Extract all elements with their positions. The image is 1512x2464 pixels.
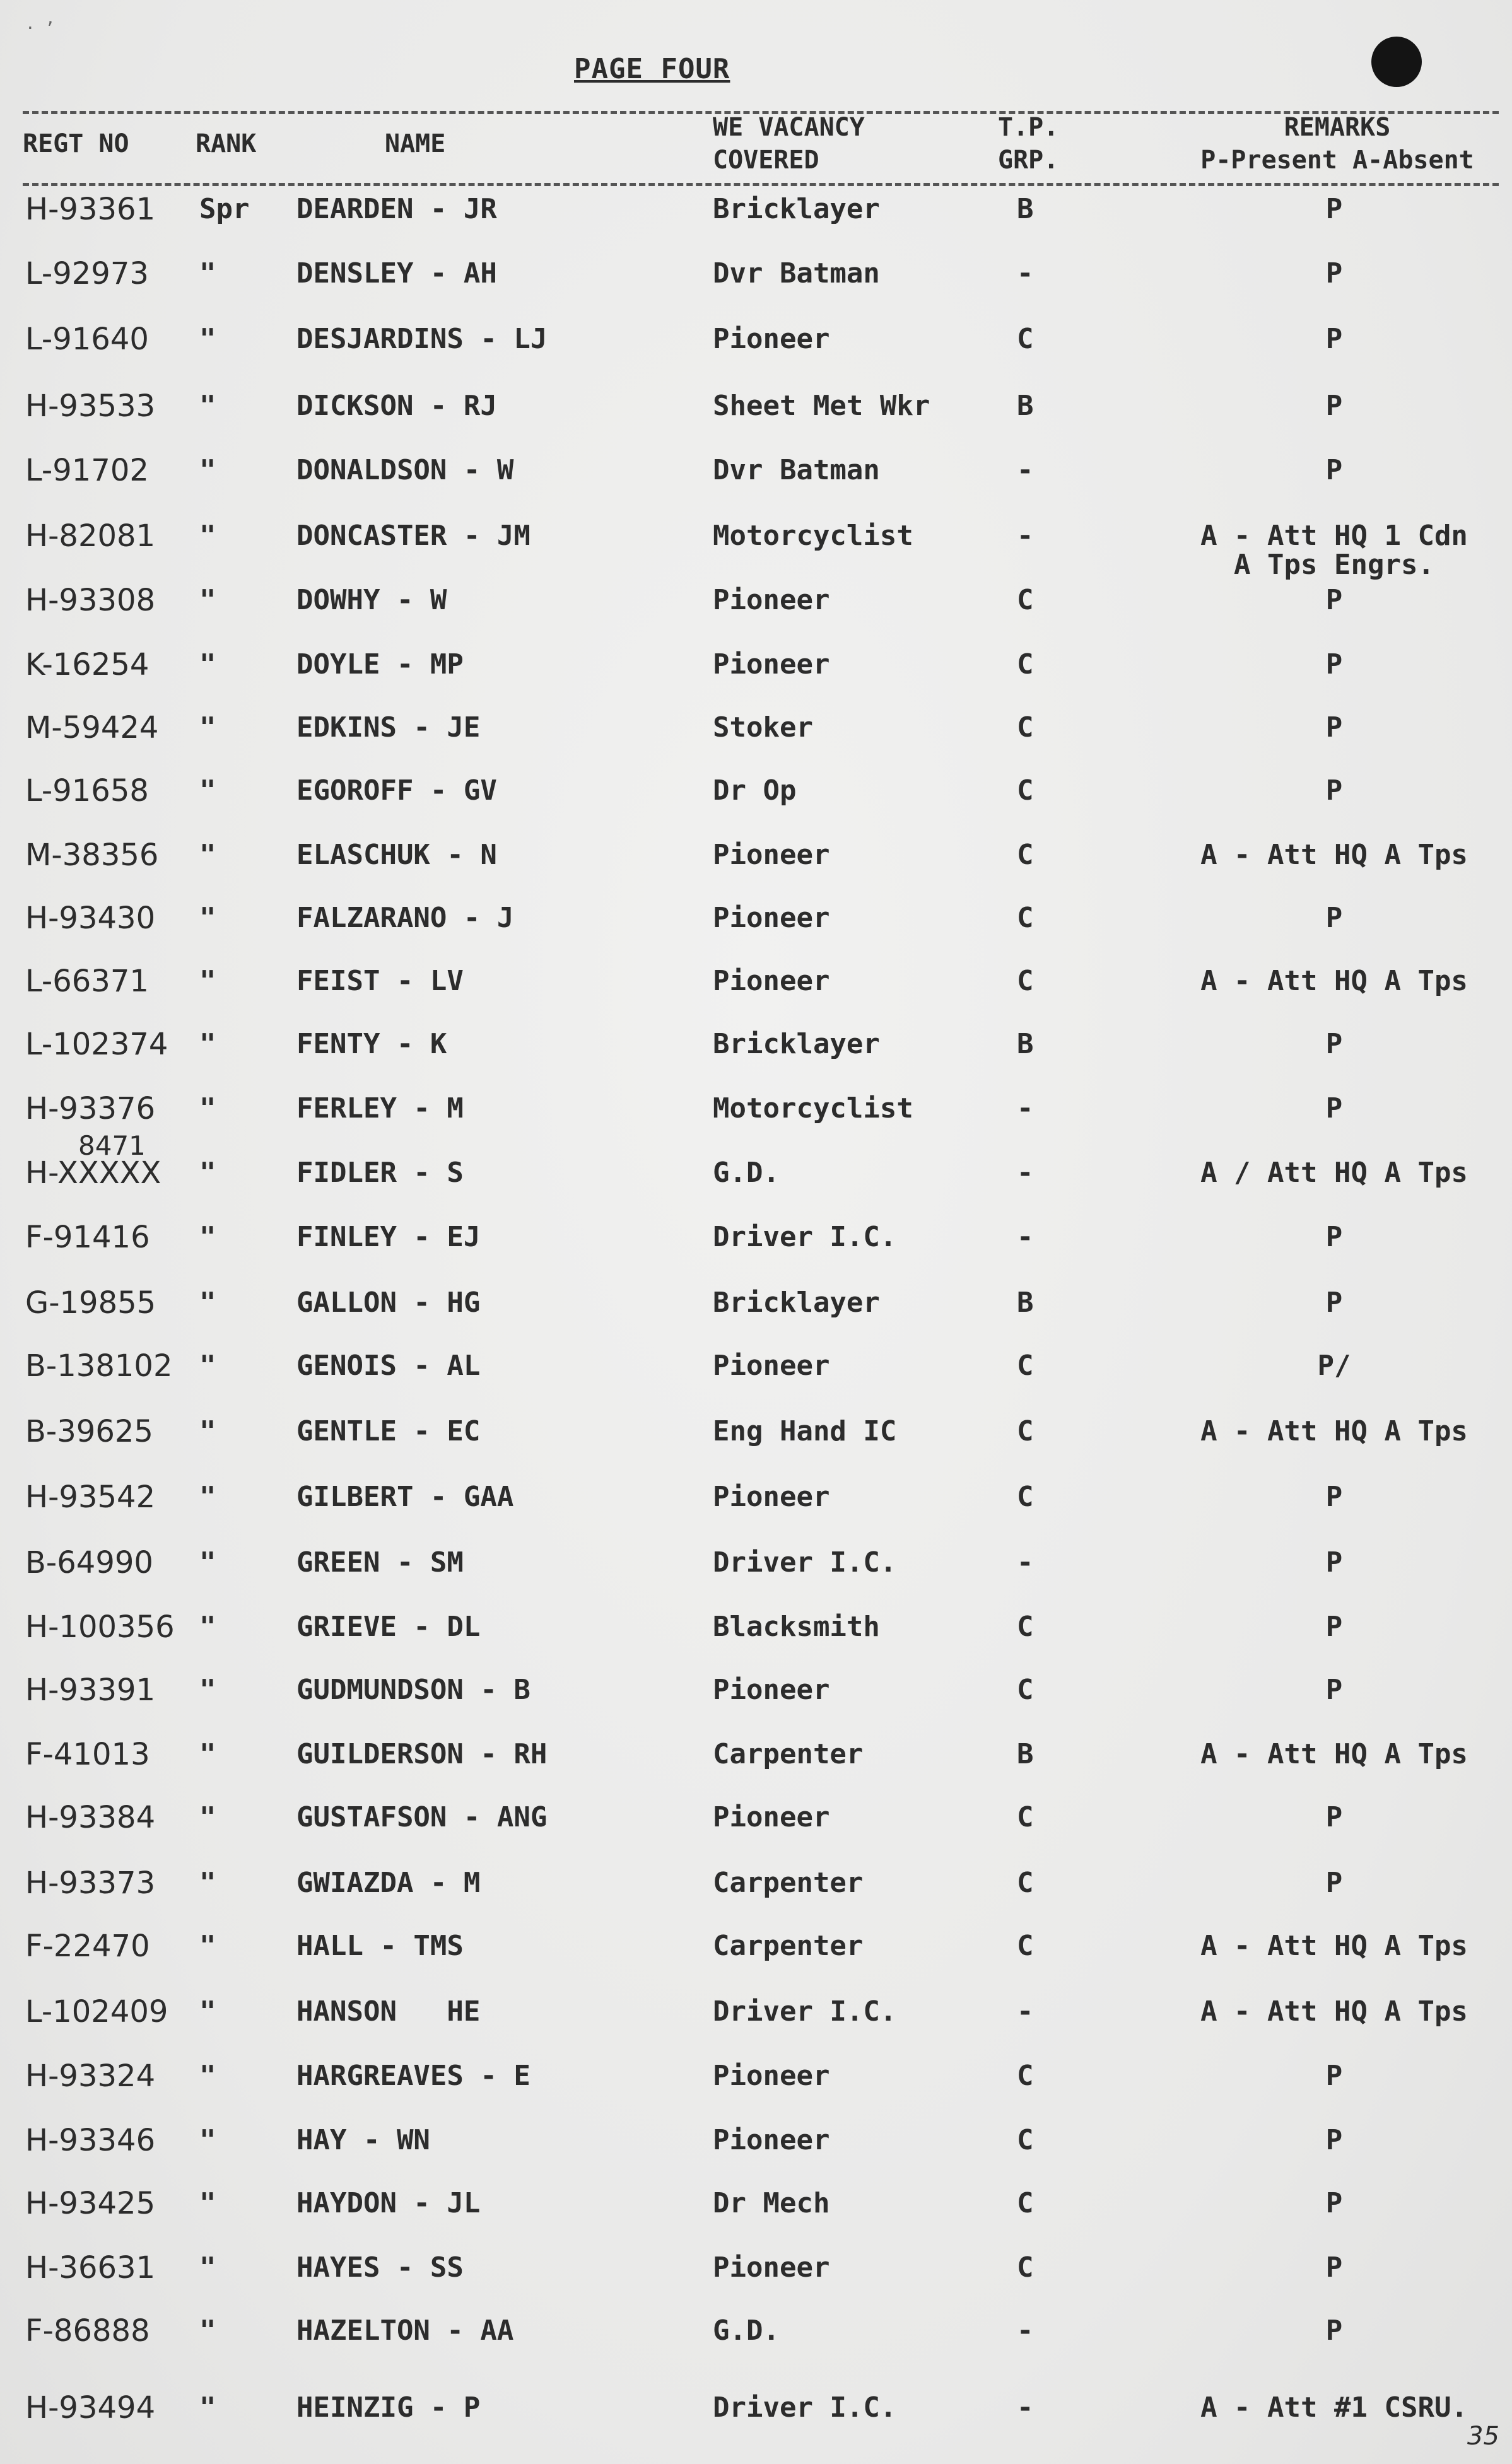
remarks-cell: P: [1325, 1092, 1343, 1124]
vacancy-cell: Dvr Batman: [713, 257, 880, 289]
name-cell: GALLON - HG: [296, 1287, 481, 1319]
name-cell: DEARDEN - JR: [296, 193, 497, 225]
name-cell: GREEN - SM: [296, 1546, 464, 1579]
name-cell: FALZARANO - J: [296, 902, 514, 934]
name-cell: DESJARDINS - LJ: [296, 323, 548, 355]
vacancy-cell: Pioneer: [713, 1674, 830, 1706]
regt-no-cell: H-93533: [25, 388, 156, 424]
tp-group-cell: C: [1017, 839, 1034, 871]
tp-group-cell: C: [1017, 1674, 1034, 1706]
vacancy-cell: Carpenter: [713, 1930, 864, 1962]
table-row: [0, 320, 1512, 358]
tp-group-cell: B: [1017, 390, 1034, 422]
rank-cell: ": [199, 1738, 216, 1770]
rank-cell: ": [199, 390, 216, 422]
tp-group-cell: C: [1017, 1481, 1034, 1513]
vacancy-cell: Motorcyclist: [713, 1092, 913, 1124]
name-cell: FIDLER - S: [296, 1157, 464, 1189]
rank-cell: ": [199, 1157, 216, 1189]
tp-group-cell: C: [1017, 648, 1034, 680]
table-row: [0, 1090, 1512, 1128]
table-row: [0, 1130, 1512, 1192]
table-row: [0, 255, 1512, 293]
rank-cell: ": [199, 1674, 216, 1706]
header-bottom-rule: [23, 183, 1499, 186]
remarks-cell: P: [1325, 2315, 1343, 2347]
table-row: [0, 1927, 1512, 1965]
name-cell: HAZELTON - AA: [296, 2315, 514, 2347]
name-cell: GENTLE - EC: [296, 1415, 481, 1447]
regt-no-cell: H-82081: [25, 518, 156, 554]
regt-no-cell: H-93542: [25, 1480, 156, 1515]
remarks-cell: P: [1325, 390, 1343, 422]
vacancy-cell: Carpenter: [713, 1867, 864, 1899]
name-cell: FINLEY - EJ: [296, 1221, 481, 1253]
table-row: [0, 517, 1512, 581]
rank-cell: ": [199, 965, 216, 997]
tp-group-cell: C: [1017, 2124, 1034, 2156]
regt-no-cell: L-91658: [25, 773, 149, 809]
remarks-cell: P: [1325, 1674, 1343, 1706]
rank-cell: ": [199, 1546, 216, 1579]
regt-no-cell: L-66371: [25, 964, 149, 999]
header-regt-no: REGT NO: [23, 129, 129, 158]
vacancy-cell: Sheet Met Wkr: [713, 390, 930, 422]
tp-group-cell: C: [1017, 323, 1034, 355]
table-row: [0, 1608, 1512, 1646]
remarks-cell: A - Att HQ A Tps: [1200, 1738, 1468, 1770]
table-row: [0, 1413, 1512, 1451]
header-rank: RANK: [196, 129, 257, 158]
regt-no-handwritten-correction: 8471: [78, 1130, 146, 1161]
tp-group-cell: C: [1017, 902, 1034, 934]
vacancy-cell: Pioneer: [713, 839, 830, 871]
vacancy-cell: G.D.: [713, 2315, 780, 2347]
remarks-cell: P: [1325, 1287, 1343, 1319]
name-cell: GWIAZDA - M: [296, 1867, 481, 1899]
tp-group-cell: C: [1017, 584, 1034, 616]
table-row: [0, 709, 1512, 747]
vacancy-cell: Motorcyclist: [713, 520, 913, 552]
vacancy-cell: Blacksmith: [713, 1611, 880, 1643]
vacancy-cell: Dr Mech: [713, 2187, 830, 2219]
regt-no-cell: H-XXXXX: [25, 1155, 161, 1191]
name-cell: GILBERT - GAA: [296, 1481, 514, 1513]
table-row: [0, 2312, 1512, 2350]
remarks-cell: A - Att HQ A Tps: [1200, 1415, 1468, 1447]
tp-group-cell: C: [1017, 1350, 1034, 1382]
name-cell: HALL - TMS: [296, 1930, 464, 1962]
regt-no-cell: H-93425: [25, 2186, 156, 2221]
regt-no-cell: B-64990: [25, 1545, 153, 1580]
tp-group-cell: C: [1017, 2251, 1034, 2284]
name-cell: DOWHY - W: [296, 584, 447, 616]
table-row: [0, 646, 1512, 684]
name-cell: DENSLEY - AH: [296, 257, 497, 289]
regt-no-cell: H-93361: [25, 192, 156, 227]
remarks-cell: P: [1325, 454, 1343, 486]
regt-no-cell: L-92973: [25, 256, 149, 291]
tp-group-cell: -: [1017, 520, 1034, 552]
remarks-cell: A / Att HQ A Tps: [1200, 1157, 1468, 1189]
regt-no-cell: L-91702: [25, 453, 149, 488]
punch-hole: [1371, 37, 1422, 87]
rank-cell: ": [199, 1028, 216, 1060]
table-row: [0, 1736, 1512, 1773]
table-row: [0, 581, 1512, 619]
tp-group-cell: -: [1017, 1092, 1034, 1124]
page-title: PAGE FOUR: [574, 53, 730, 85]
rank-cell: ": [199, 1287, 216, 1319]
vacancy-cell: Bricklayer: [713, 193, 880, 225]
remarks-cell: P: [1325, 1028, 1343, 1060]
name-cell: EDKINS - JE: [296, 711, 481, 744]
regt-no-cell: H-100356: [25, 1609, 175, 1645]
name-cell: EGOROFF - GV: [296, 774, 497, 807]
rank-cell: ": [199, 1611, 216, 1643]
regt-no-cell: L-91640: [25, 322, 149, 357]
vacancy-cell: Pioneer: [713, 1801, 830, 1833]
name-cell: GUILDERSON - RH: [296, 1738, 548, 1770]
remarks-cell: P: [1325, 711, 1343, 744]
remarks-cell: P: [1325, 2187, 1343, 2219]
name-cell: HAY - WN: [296, 2124, 430, 2156]
tp-group-cell: C: [1017, 1930, 1034, 1962]
name-cell: GRIEVE - DL: [296, 1611, 481, 1643]
name-cell: DONCASTER - JM: [296, 520, 530, 552]
remarks-cell: P: [1325, 1867, 1343, 1899]
vacancy-cell: Driver I.C.: [713, 1546, 897, 1579]
rank-cell: ": [199, 1415, 216, 1447]
rank-cell: ": [199, 2124, 216, 2156]
regt-no-cell: H-93346: [25, 2123, 156, 2158]
table-row: [0, 1478, 1512, 1516]
tp-group-cell: -: [1017, 1546, 1034, 1579]
vacancy-cell: Carpenter: [713, 1738, 864, 1770]
remarks-cell: P/: [1317, 1350, 1351, 1382]
regt-no-cell: B-39625: [25, 1414, 153, 1449]
table-row: [0, 1993, 1512, 2031]
rank-cell: ": [199, 584, 216, 616]
rank-cell: ": [199, 1995, 216, 2028]
header-name: NAME: [385, 129, 446, 158]
rank-cell: ": [199, 454, 216, 486]
remarks-cell: P: [1325, 584, 1343, 616]
tp-group-cell: C: [1017, 1867, 1034, 1899]
remarks-cell: A - Att HQ A Tps: [1200, 839, 1468, 871]
remarks-cell: P: [1325, 323, 1343, 355]
vacancy-cell: Stoker: [713, 711, 813, 744]
table-row: [0, 1544, 1512, 1582]
regt-no-cell: F-41013: [25, 1737, 150, 1772]
rank-cell: Spr: [199, 193, 250, 225]
name-cell: DONALDSON - W: [296, 454, 514, 486]
regt-no-cell: H-93494: [25, 2390, 156, 2426]
name-cell: HAYES - SS: [296, 2251, 464, 2284]
rank-cell: ": [199, 1930, 216, 1962]
remarks-cell: P: [1325, 1221, 1343, 1253]
name-cell: HANSON HE: [296, 1995, 481, 2028]
header-group: T.P. GRP.: [998, 113, 1059, 175]
regt-no-cell: H-93373: [25, 1866, 156, 1901]
vacancy-cell: Dvr Batman: [713, 454, 880, 486]
tp-group-cell: B: [1017, 193, 1034, 225]
table-row: [0, 899, 1512, 937]
tp-group-cell: B: [1017, 1028, 1034, 1060]
table-row: [0, 1218, 1512, 1256]
regt-no-cell: F-91416: [25, 1220, 150, 1255]
vacancy-cell: Bricklayer: [713, 1287, 880, 1319]
remarks-cell: P: [1325, 193, 1343, 225]
remarks-cell: A - Att HQ A Tps: [1200, 1930, 1468, 1962]
table-row: [0, 1671, 1512, 1709]
regt-no-cell: F-86888: [25, 2313, 150, 2349]
rank-cell: ": [199, 257, 216, 289]
rank-cell: ": [199, 1801, 216, 1833]
vacancy-cell: Pioneer: [713, 2060, 830, 2092]
table-row: [0, 2057, 1512, 2095]
regt-no-cell: F-22470: [25, 1929, 150, 1964]
header-remarks: REMARKS P-Present A-Absent: [1200, 113, 1474, 175]
table-row: [0, 2185, 1512, 2222]
tp-group-cell: -: [1017, 1221, 1034, 1253]
rank-cell: ": [199, 323, 216, 355]
tp-group-cell: C: [1017, 965, 1034, 997]
name-cell: GENOIS - AL: [296, 1350, 481, 1382]
name-cell: FERLEY - M: [296, 1092, 464, 1124]
rank-cell: ": [199, 1867, 216, 1899]
regt-no-cell: M-59424: [25, 710, 159, 745]
table-row: [0, 452, 1512, 489]
name-cell: GUSTAFSON - ANG: [296, 1801, 548, 1833]
vacancy-cell: Pioneer: [713, 1481, 830, 1513]
table-row: [0, 1864, 1512, 1902]
rank-cell: ": [199, 774, 216, 807]
tp-group-cell: C: [1017, 774, 1034, 807]
vacancy-cell: Pioneer: [713, 584, 830, 616]
regt-no-cell: L-102374: [25, 1027, 168, 1062]
remarks-cell: P: [1325, 2124, 1343, 2156]
table-row: [0, 387, 1512, 425]
regt-no-cell: G-19855: [25, 1285, 156, 1321]
rank-cell: ": [199, 839, 216, 871]
remarks-cell: A - Att HQ A Tps: [1200, 1995, 1468, 2028]
table-row: [0, 772, 1512, 810]
remarks-cell: P: [1325, 2060, 1343, 2092]
name-cell: FENTY - K: [296, 1028, 447, 1060]
regt-no-cell: H-93324: [25, 2058, 156, 2094]
tp-group-cell: -: [1017, 454, 1034, 486]
rank-cell: ": [199, 902, 216, 934]
regt-no-cell: M-38356: [25, 838, 159, 873]
remarks-cell: P: [1325, 1481, 1343, 1513]
name-cell: HEINZIG - P: [296, 2391, 481, 2424]
rank-cell: ": [199, 1221, 216, 1253]
tp-group-cell: -: [1017, 257, 1034, 289]
speck-mark: · ’: [25, 19, 55, 38]
name-cell: DICKSON - RJ: [296, 390, 497, 422]
table-row: [0, 2122, 1512, 2159]
name-cell: FEIST - LV: [296, 965, 464, 997]
regt-no-cell: K-16254: [25, 647, 149, 682]
vacancy-cell: Driver I.C.: [713, 2391, 897, 2424]
name-cell: HARGREAVES - E: [296, 2060, 530, 2092]
vacancy-cell: Eng Hand IC: [713, 1415, 897, 1447]
vacancy-cell: Driver I.C.: [713, 1221, 897, 1253]
vacancy-cell: Pioneer: [713, 965, 830, 997]
rank-cell: ": [199, 2251, 216, 2284]
regt-no-cell: H-93430: [25, 901, 156, 936]
rank-cell: ": [199, 2187, 216, 2219]
name-cell: DOYLE - MP: [296, 648, 464, 680]
tp-group-cell: C: [1017, 1611, 1034, 1643]
rank-cell: ": [199, 1092, 216, 1124]
rank-cell: ": [199, 648, 216, 680]
vacancy-cell: Pioneer: [713, 2124, 830, 2156]
vacancy-cell: Dr Op: [713, 774, 797, 807]
page-number: 35: [1467, 2422, 1499, 2451]
table-row: [0, 2389, 1512, 2427]
rank-cell: ": [199, 2060, 216, 2092]
tp-group-cell: C: [1017, 2187, 1034, 2219]
remarks-cell: P: [1325, 774, 1343, 807]
remarks-cell: P: [1325, 902, 1343, 934]
table-row: [0, 2249, 1512, 2287]
tp-group-cell: -: [1017, 2391, 1034, 2424]
tp-group-cell: -: [1017, 1157, 1034, 1189]
remarks-cell: P: [1325, 257, 1343, 289]
tp-group-cell: -: [1017, 2315, 1034, 2347]
name-cell: GUDMUNDSON - B: [296, 1674, 530, 1706]
vacancy-cell: Pioneer: [713, 648, 830, 680]
rank-cell: ": [199, 520, 216, 552]
remarks-cell: P: [1325, 1546, 1343, 1579]
vacancy-cell: Driver I.C.: [713, 1995, 897, 2028]
rank-cell: ": [199, 711, 216, 744]
vacancy-cell: Pioneer: [713, 1350, 830, 1382]
regt-no-cell: H-93308: [25, 583, 156, 618]
regt-no-cell: H-93391: [25, 1673, 156, 1708]
tp-group-cell: C: [1017, 711, 1034, 744]
vacancy-cell: Pioneer: [713, 2251, 830, 2284]
vacancy-cell: G.D.: [713, 1157, 780, 1189]
table-row: [0, 1347, 1512, 1385]
tp-group-cell: C: [1017, 1415, 1034, 1447]
remarks-cell: P: [1325, 1801, 1343, 1833]
remarks-cell: P: [1325, 648, 1343, 680]
remarks-cell: P: [1325, 1611, 1343, 1643]
vacancy-cell: Pioneer: [713, 902, 830, 934]
remarks-cell: A - Att HQ A Tps: [1200, 965, 1468, 997]
table-row: [0, 1284, 1512, 1322]
remarks-continuation: A Tps Engrs.: [1234, 549, 1434, 581]
rank-cell: ": [199, 2391, 216, 2424]
rank-cell: ": [199, 2315, 216, 2347]
table-row: [0, 1025, 1512, 1063]
rank-cell: ": [199, 1481, 216, 1513]
regt-no-cell: H-93384: [25, 1800, 156, 1835]
tp-group-cell: C: [1017, 2060, 1034, 2092]
regt-no-cell: L-102409: [25, 1994, 168, 2029]
rank-cell: ": [199, 1350, 216, 1382]
regt-no-cell: B-138102: [25, 1348, 173, 1384]
name-cell: HAYDON - JL: [296, 2187, 481, 2219]
tp-group-cell: B: [1017, 1738, 1034, 1770]
tp-group-cell: B: [1017, 1287, 1034, 1319]
table-row: [0, 962, 1512, 1000]
table-row: [0, 1799, 1512, 1836]
remarks-cell: A - Att HQ 1 Cdn: [1200, 520, 1468, 552]
remarks-cell: P: [1325, 2251, 1343, 2284]
remarks-cell: A - Att #1 CSRU.: [1200, 2391, 1468, 2424]
regt-no-cell: H-36631: [25, 2250, 156, 2286]
tp-group-cell: -: [1017, 1995, 1034, 2028]
header-vacancy: WE VACANCY COVERED: [713, 113, 865, 175]
table-row: [0, 836, 1512, 874]
regt-no-cell: H-93376: [25, 1091, 156, 1126]
tp-group-cell: C: [1017, 1801, 1034, 1833]
vacancy-cell: Pioneer: [713, 323, 830, 355]
name-cell: ELASCHUK - N: [296, 839, 497, 871]
vacancy-cell: Bricklayer: [713, 1028, 880, 1060]
table-row: [0, 190, 1512, 228]
